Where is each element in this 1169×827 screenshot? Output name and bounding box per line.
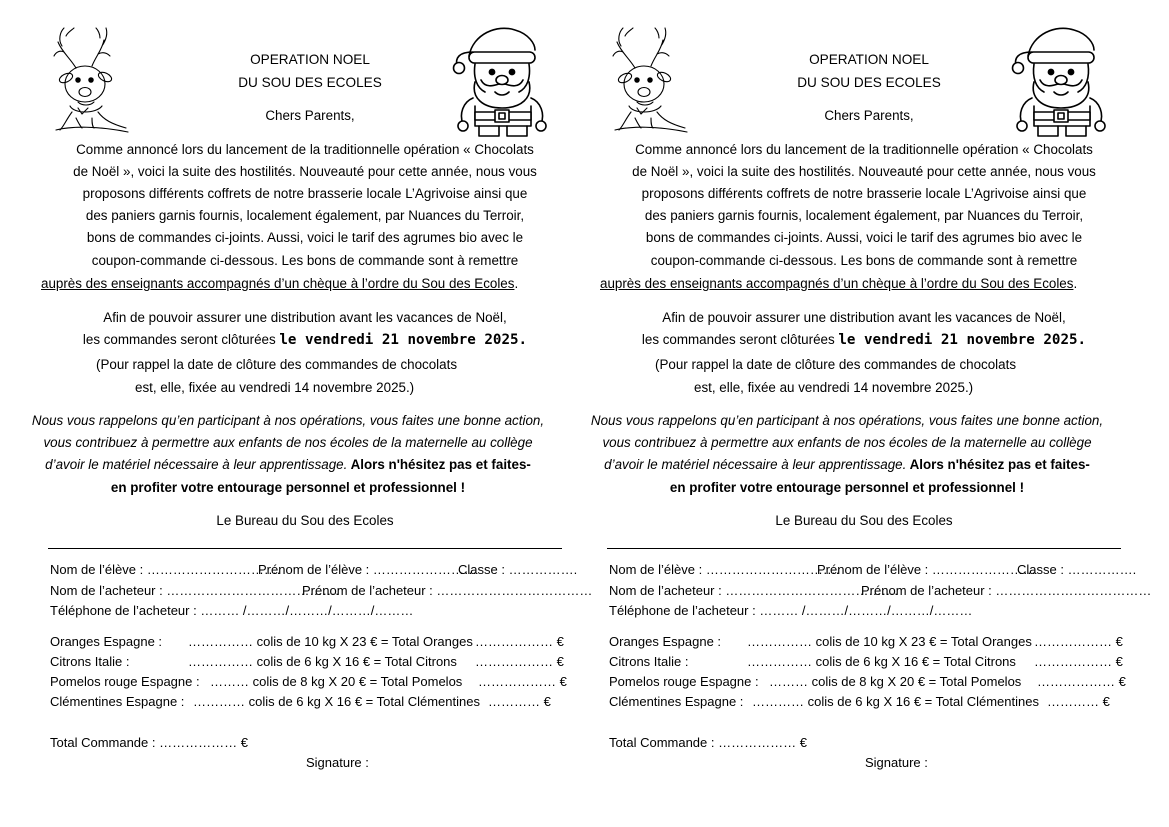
product-pomelos: Pomelos rouge Espagne : (609, 674, 759, 689)
reminder-line-1: (Pour rappel la date de clôture des commandes de chocolats (655, 357, 1017, 372)
total-clementines[interactable]: ………… € (1047, 694, 1110, 709)
buyer-name-field[interactable]: Nom de l’acheteur : …………………………………. (609, 583, 898, 598)
order-flyer-right (559, 0, 1152, 827)
intro-line: bons de commandes ci-joints. Aussi, voici le tarif des agrumes bio avec le (645, 230, 1083, 245)
deadline-line-1: Afin de pouvoir assurer une distribution avant les vacances de Noël, (662, 310, 1066, 325)
flyer-title-line-1: OPERATION NOEL (250, 52, 370, 67)
signature-field[interactable]: Signature : (865, 755, 928, 770)
total-pomelos[interactable]: ……………… € (1037, 674, 1126, 689)
quantity-oranges[interactable]: …………… colis de 10 kg X 23 € = Total Oranges (747, 634, 1032, 649)
intro-line: de Noël », voici la suite des hostilités. Nouveauté pour cette année, nous vous (632, 164, 1096, 179)
quantity-clementines[interactable]: ………… colis de 6 kg X 16 € = Total Clémentines (752, 694, 1039, 709)
intro-line: des paniers garnis fournis, localement également, par Nuances du Terroir, (644, 208, 1084, 223)
intro-line: bons de commandes ci-joints. Aussi, voici le tarif des agrumes bio avec le (86, 230, 524, 245)
appeal-line-3 (8, 457, 568, 473)
flyer-title-line-2: DU SOU DES ECOLES (797, 75, 941, 90)
reminder-line-1: (Pour rappel la date de clôture des commandes de chocolats (96, 357, 458, 372)
deadline-line-2 (579, 332, 1149, 348)
product-oranges: Oranges Espagne : (609, 634, 722, 649)
appeal-line-2: vous contribuez à permettre aux enfants de nos écoles de la maternelle au collège (43, 435, 533, 450)
student-name-field[interactable]: Nom de l’élève : …………………………. (609, 562, 840, 577)
separator-line (607, 548, 1121, 549)
total-oranges[interactable]: ……………… € (1034, 634, 1123, 649)
total-order-field[interactable]: Total Commande : ……………… € (609, 735, 807, 750)
intro-line: de Noël », voici la suite des hostilités. Nouveauté pour cette année, nous vous (73, 164, 537, 179)
reminder-line-2: est, elle, fixée au vendredi 14 novembre 2025.) (694, 380, 974, 395)
intro-line: coupon-commande ci-dessous. Les bons de commande sont à remettre (650, 253, 1078, 268)
signoff: Le Bureau du Sou des Ecoles (216, 513, 394, 528)
student-firstname-field[interactable]: Prénom de l’élève : …………………… (817, 562, 1036, 577)
quantity-oranges[interactable]: …………… colis de 10 kg X 23 € = Total Oranges (188, 634, 473, 649)
deadline-prefix: les commandes seront clôturées (82, 332, 280, 347)
product-oranges: Oranges Espagne : (50, 634, 163, 649)
buyer-name-field[interactable]: Nom de l’acheteur : …………………………………. (50, 583, 339, 598)
student-name-field[interactable]: Nom de l’élève : …………………………. (50, 562, 281, 577)
total-clementines[interactable]: ………… € (488, 694, 551, 709)
appeal-line-2: vous contribuez à permettre aux enfants de nos écoles de la maternelle au collège (602, 435, 1092, 450)
deadline-line-1: Afin de pouvoir assurer une distribution avant les vacances de Noël, (103, 310, 507, 325)
appeal-line-3-italic: d’avoir le matériel nécessaire à leur apprentissage. (604, 457, 907, 472)
product-citrons: Citrons Italie : (609, 654, 689, 669)
intro-line: proposons différents coffrets de notre brasserie locale L’Agrivoise ainsi que (82, 186, 528, 201)
intro-line: Comme annoncé lors du lancement de la traditionnelle opération « Chocolats (76, 142, 534, 157)
intro-underlined-line (41, 276, 518, 292)
product-citrons: Citrons Italie : (50, 654, 130, 669)
total-pomelos[interactable]: ……………… € (478, 674, 567, 689)
reindeer-illustration (611, 22, 689, 134)
appeal-line-3 (567, 457, 1127, 473)
class-field[interactable]: Classe : ……………. (1017, 562, 1137, 577)
quantity-pomelos[interactable]: ……… colis de 8 kg X 20 € = Total Pomelos (210, 674, 463, 689)
deadline-line-2 (20, 332, 590, 348)
student-firstname-field[interactable]: Prénom de l’élève : …………………… (258, 562, 477, 577)
intro-end: . (1073, 276, 1078, 291)
appeal-line-4: en profiter votre entourage personnel et professionnel ! (110, 480, 466, 495)
appeal-line-1: Nous vous rappelons qu’en participant à nos opérations, vous faites une bonne action, (31, 413, 545, 428)
intro-end: . (514, 276, 519, 291)
quantity-citrons[interactable]: …………… colis de 6 kg X 16 € = Total Citrons (747, 654, 1016, 669)
total-order-field[interactable]: Total Commande : ……………… € (50, 735, 248, 750)
total-oranges[interactable]: ……………… € (475, 634, 564, 649)
intro-line: Comme annoncé lors du lancement de la traditionnelle opération « Chocolats (635, 142, 1093, 157)
product-clementines: Clémentines Espagne : (609, 694, 744, 709)
total-citrons[interactable]: ……………… € (475, 654, 564, 669)
greeting: Chers Parents, (824, 108, 914, 123)
class-field[interactable]: Classe : ……………. (458, 562, 578, 577)
greeting: Chers Parents, (265, 108, 355, 123)
appeal-line-3-italic: d’avoir le matériel nécessaire à leur apprentissage. (45, 457, 348, 472)
product-pomelos: Pomelos rouge Espagne : (50, 674, 200, 689)
quantity-citrons[interactable]: …………… colis de 6 kg X 16 € = Total Citrons (188, 654, 457, 669)
reminder-line-2: est, elle, fixée au vendredi 14 novembre 2025.) (135, 380, 415, 395)
flyer-title-line-2: DU SOU DES ECOLES (238, 75, 382, 90)
appeal-line-1: Nous vous rappelons qu’en participant à nos opérations, vous faites une bonne action, (590, 413, 1104, 428)
appeal-line-3-bold: Alors n'hésitez pas et faites- (347, 457, 531, 472)
reindeer-illustration (52, 22, 130, 134)
quantity-pomelos[interactable]: ……… colis de 8 kg X 20 € = Total Pomelos (769, 674, 1022, 689)
product-clementines: Clémentines Espagne : (50, 694, 185, 709)
buyer-firstname-field[interactable]: Prénom de l’acheteur : ……………………………… (302, 583, 593, 598)
total-citrons[interactable]: ……………… € (1034, 654, 1123, 669)
appeal-line-4: en profiter votre entourage personnel et professionnel ! (669, 480, 1025, 495)
deadline-date: le vendredi 21 novembre 2025. (838, 332, 1087, 348)
buyer-firstname-field[interactable]: Prénom de l’acheteur : ……………………………… (861, 583, 1152, 598)
intro-underlined-text: auprès des enseignants accompagnés d’un chèque à l’ordre du Sou des Ecoles (600, 276, 1074, 291)
intro-underlined-line (600, 276, 1077, 292)
intro-line: proposons différents coffrets de notre brasserie locale L’Agrivoise ainsi que (641, 186, 1087, 201)
separator-line (48, 548, 562, 549)
intro-underlined-text: auprès des enseignants accompagnés d’un chèque à l’ordre du Sou des Ecoles (41, 276, 515, 291)
signature-field[interactable]: Signature : (306, 755, 369, 770)
buyer-phone-field[interactable]: Téléphone de l’acheteur : ……… /………/………/………/……… (50, 603, 414, 618)
deadline-prefix: les commandes seront clôturées (641, 332, 839, 347)
quantity-clementines[interactable]: ………… colis de 6 kg X 16 € = Total Clémentines (193, 694, 480, 709)
intro-line: coupon-commande ci-dessous. Les bons de commande sont à remettre (91, 253, 519, 268)
signoff: Le Bureau du Sou des Ecoles (775, 513, 953, 528)
deadline-date: le vendredi 21 novembre 2025. (279, 332, 528, 348)
flyer-title-line-1: OPERATION NOEL (809, 52, 929, 67)
appeal-line-3-bold: Alors n'hésitez pas et faites- (906, 457, 1090, 472)
buyer-phone-field[interactable]: Téléphone de l’acheteur : ……… /………/………/………/……… (609, 603, 973, 618)
intro-line: des paniers garnis fournis, localement également, par Nuances du Terroir, (85, 208, 525, 223)
